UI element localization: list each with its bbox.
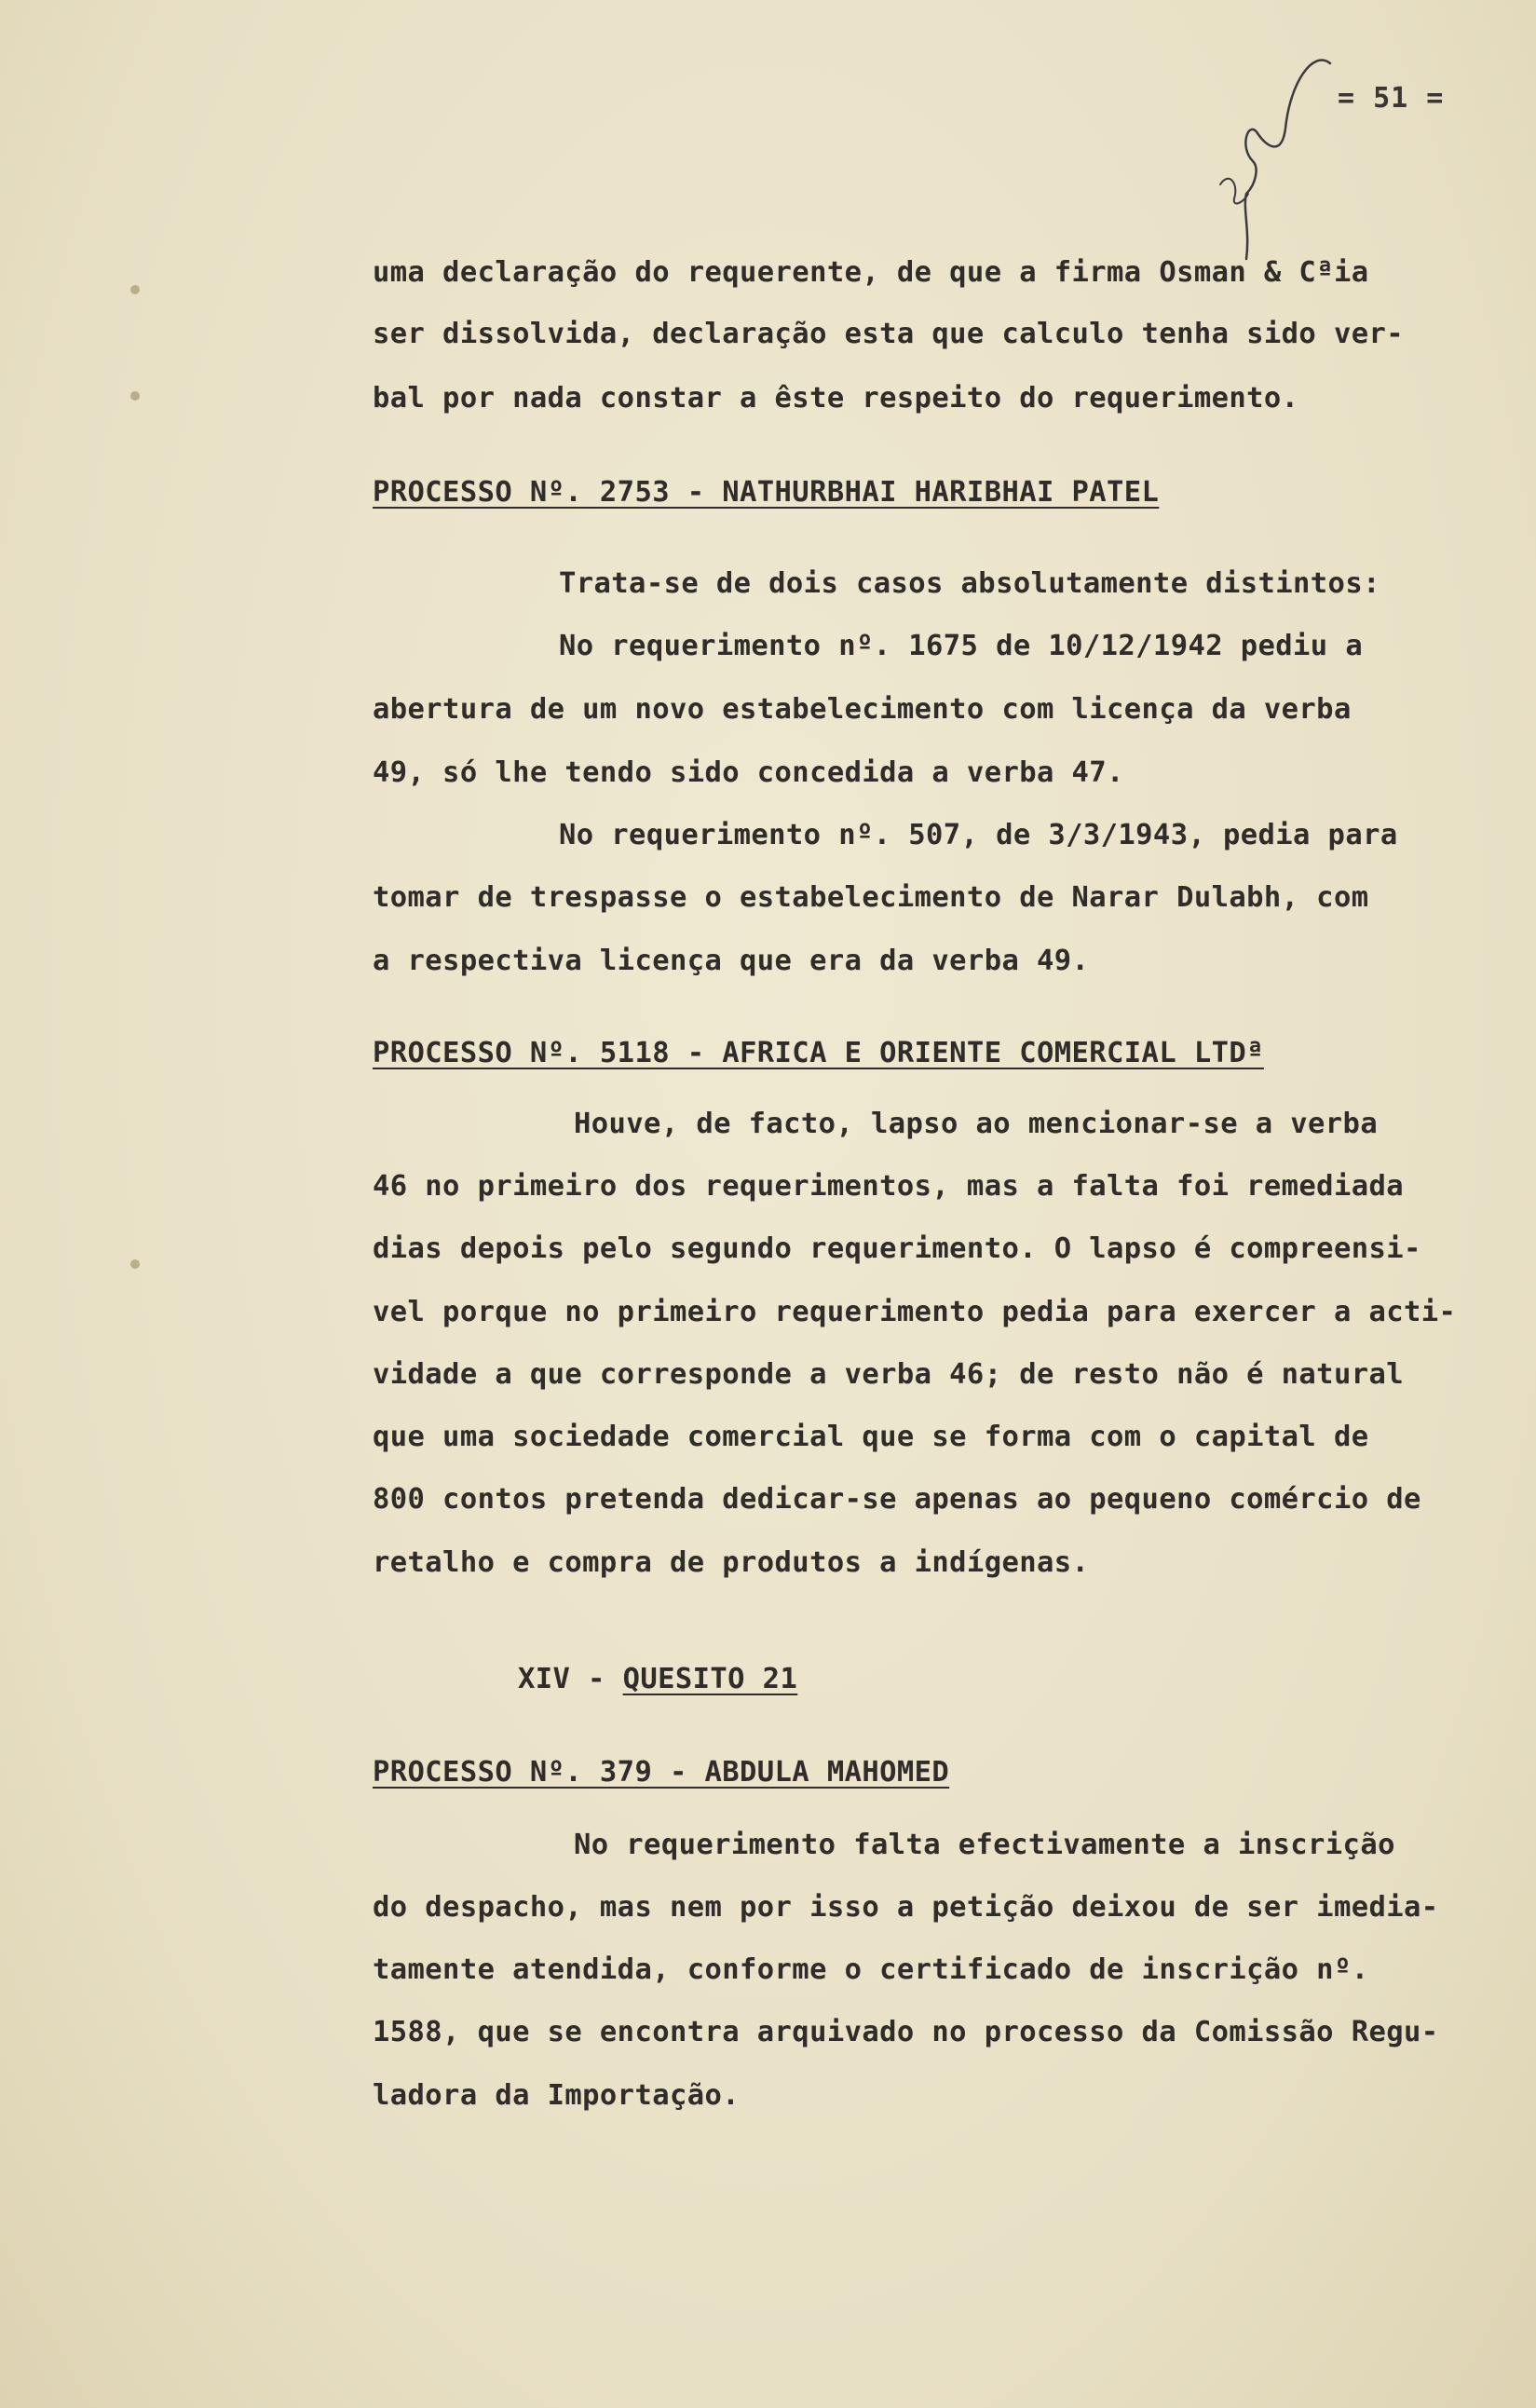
section-number: XIV - <box>518 1663 623 1695</box>
text-line: retalho e compra de produtos a indígenas. <box>373 1546 1090 1579</box>
quesito-label: QUESITO 21 <box>622 1663 798 1695</box>
text-line: No requerimento nº. 507, de 3/3/1943, pedia para <box>559 819 1398 851</box>
text-line: bal por nada constar a êste respeito do requerimento. <box>373 382 1299 415</box>
text-line: a respectiva licença que era da verba 49. <box>373 945 1090 977</box>
text-line: 46 no primeiro dos requerimentos, mas a falta foi remediada <box>373 1170 1404 1203</box>
text-line: No requerimento falta efectivamente a inscrição <box>574 1829 1395 1861</box>
punch-mark <box>130 391 140 401</box>
text-line: vidade a que corresponde a verba 46; de resto não é natural <box>373 1358 1404 1391</box>
text-line: do despacho, mas nem por isso a petição deixou de ser imedia- <box>373 1891 1439 1924</box>
text-line: vel porque no primeiro requerimento pedia para exercer a acti- <box>373 1296 1457 1328</box>
text-line: uma declaração do requerente, de que a firma Osman & Cªia <box>373 256 1369 289</box>
text-line: Houve, de facto, lapso ao mencionar-se a verba <box>574 1108 1379 1140</box>
text-line: tamente atendida, conforme o certificado de inscrição nº. <box>373 1953 1369 1986</box>
text-line: ser dissolvida, declaração esta que calculo tenha sido ver- <box>373 318 1404 350</box>
text-line: ladora da Importação. <box>373 2079 741 2112</box>
text-line: que uma sociedade comercial que se forma com o capital de <box>373 1421 1369 1453</box>
text-line: abertura de um novo estabelecimento com licença da verba <box>373 693 1352 726</box>
text-line: tomar de trespasse o estabelecimento de Narar Dulabh, com <box>373 881 1369 914</box>
punch-mark <box>130 1259 140 1269</box>
handwritten-signature <box>1202 45 1341 268</box>
text-line: Trata-se de dois casos absolutamente distintos: <box>559 567 1380 600</box>
text-line: 800 contos pretenda dedicar-se apenas ao pequeno comércio de <box>373 1483 1421 1516</box>
section-heading-2753: PROCESSO Nº. 2753 - NATHURBHAI HARIBHAI PATEL <box>373 476 1160 509</box>
text-line: 49, só lhe tendo sido concedida a verba 47. <box>373 756 1124 789</box>
text-line: 1588, que se encontra arquivado no processo da Comissão Regu- <box>373 2016 1439 2048</box>
text-line: dias depois pelo segundo requerimento. O lapso é compreensi- <box>373 1232 1421 1265</box>
section-heading-5118: PROCESSO Nº. 5118 - AFRICA E ORIENTE COMERCIAL LTDª <box>373 1037 1264 1069</box>
page-number: = 51 = <box>1338 82 1445 115</box>
punch-mark <box>130 285 140 294</box>
section-heading-379: PROCESSO Nº. 379 - ABDULA MAHOMED <box>373 1756 950 1789</box>
section-title-quesito <box>518 1663 798 1695</box>
text-line: No requerimento nº. 1675 de 10/12/1942 pediu a <box>559 630 1364 662</box>
